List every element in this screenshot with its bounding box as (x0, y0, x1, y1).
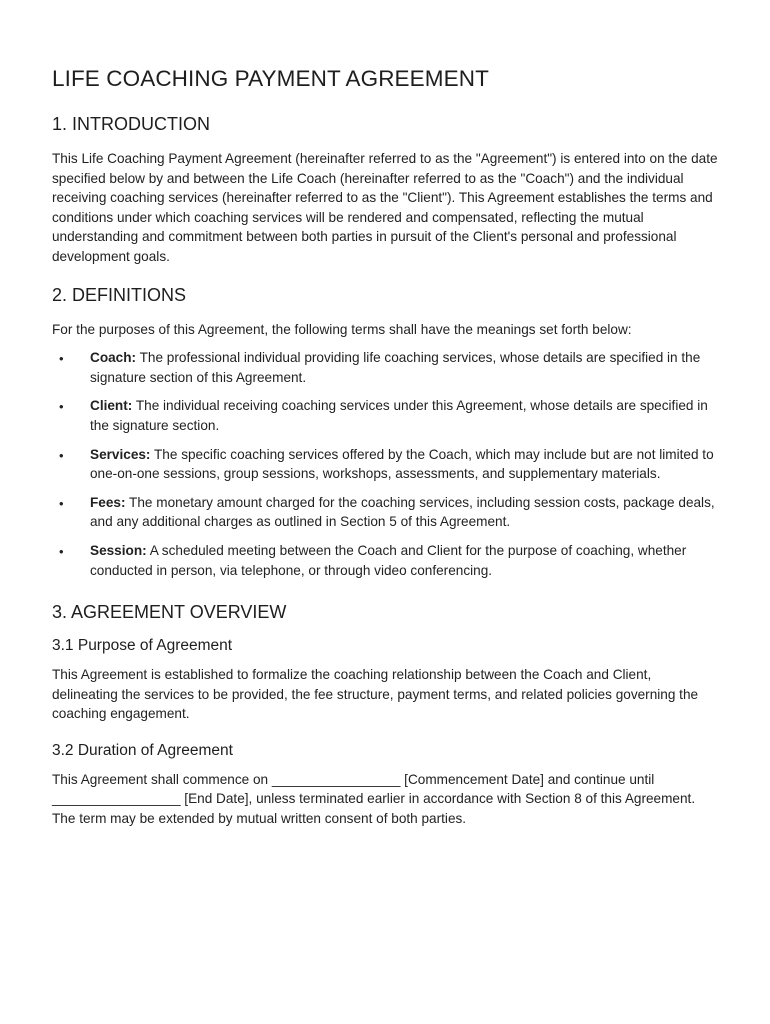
bullet-icon: • (59, 495, 64, 511)
definition-term: Services: (90, 446, 151, 462)
definition-term: Session: (90, 542, 147, 558)
section-heading-definitions: 2. DEFINITIONS (52, 284, 187, 305)
definition-term: Coach: (90, 350, 137, 366)
definition-item-fees (52, 493, 720, 532)
subsection-heading-duration: 3.2 Duration of Agreement (52, 741, 233, 759)
introduction-paragraph: This Life Coaching Payment Agreement (hereinafter referred to as the "Agreement") is entered into on the date specified below by and between the Life Coach (hereinafter referred to as the "Coach") and the individual receiving coaching services (hereinafter referred to as the "Client"). This Agreement establishes the terms and conditions under which coaching services will be rendered and compensated, reflecting the mutual understanding and commitment between both parties in pursuit of the Client's personal and professional development goals. (52, 151, 718, 264)
definition-text: The monetary amount charged for the coaching services, including session costs, package deals, and any additional charges as outlined in Section 5 of this Agreement. (90, 494, 715, 530)
bullet-icon: • (59, 351, 64, 367)
definition-item-session (52, 541, 720, 580)
document-page (52, 66, 720, 847)
section-heading-overview: 3. AGREEMENT OVERVIEW (52, 602, 287, 623)
document-title: LIFE COACHING PAYMENT AGREEMENT (52, 66, 489, 91)
subsection-heading-purpose: 3.1 Purpose of Agreement (52, 637, 233, 655)
definition-item-services (52, 445, 720, 484)
bullet-icon: • (59, 543, 64, 559)
bullet-icon: • (59, 447, 64, 463)
definition-text: The professional individual providing life coaching services, whose details are specified in the signature section of this Agreement. (90, 350, 701, 385)
definition-text: A scheduled meeting between the Coach and Client for the purpose of coaching, whether conducted in person, via telephone, or through video conferencing. (90, 542, 687, 578)
definition-item-coach (52, 348, 720, 387)
duration-paragraph: This Agreement shall commence on _________________ [Commencement Date] and continue until _________________ [End Date], unless terminated earlier in accordance with Section 8 of this Agreement. The term may be extended by mutual written consent of both parties. (52, 771, 696, 827)
definition-term: Client: (90, 398, 133, 414)
definition-item-client (52, 396, 720, 435)
definitions-list (52, 348, 720, 580)
definitions-intro: For the purposes of this Agreement, the following terms shall have the meanings set forth below: (52, 321, 632, 337)
definition-term: Fees: (90, 494, 126, 510)
definition-text: The specific coaching services offered by the Coach, which may include but are not limited to one-on-one sessions, group sessions, workshops, assessments, and supplementary materials. (90, 446, 714, 482)
definition-text: The individual receiving coaching services under this Agreement, whose details are specified in the signature section. (90, 398, 708, 433)
section-heading-introduction: 1. INTRODUCTION (52, 114, 211, 134)
purpose-paragraph: This Agreement is established to formalize the coaching relationship between the Coach and Client, delineating the services to be provided, the fee structure, payment terms, and related policies governing the coaching engagement. (52, 667, 699, 722)
bullet-icon: • (59, 399, 64, 415)
